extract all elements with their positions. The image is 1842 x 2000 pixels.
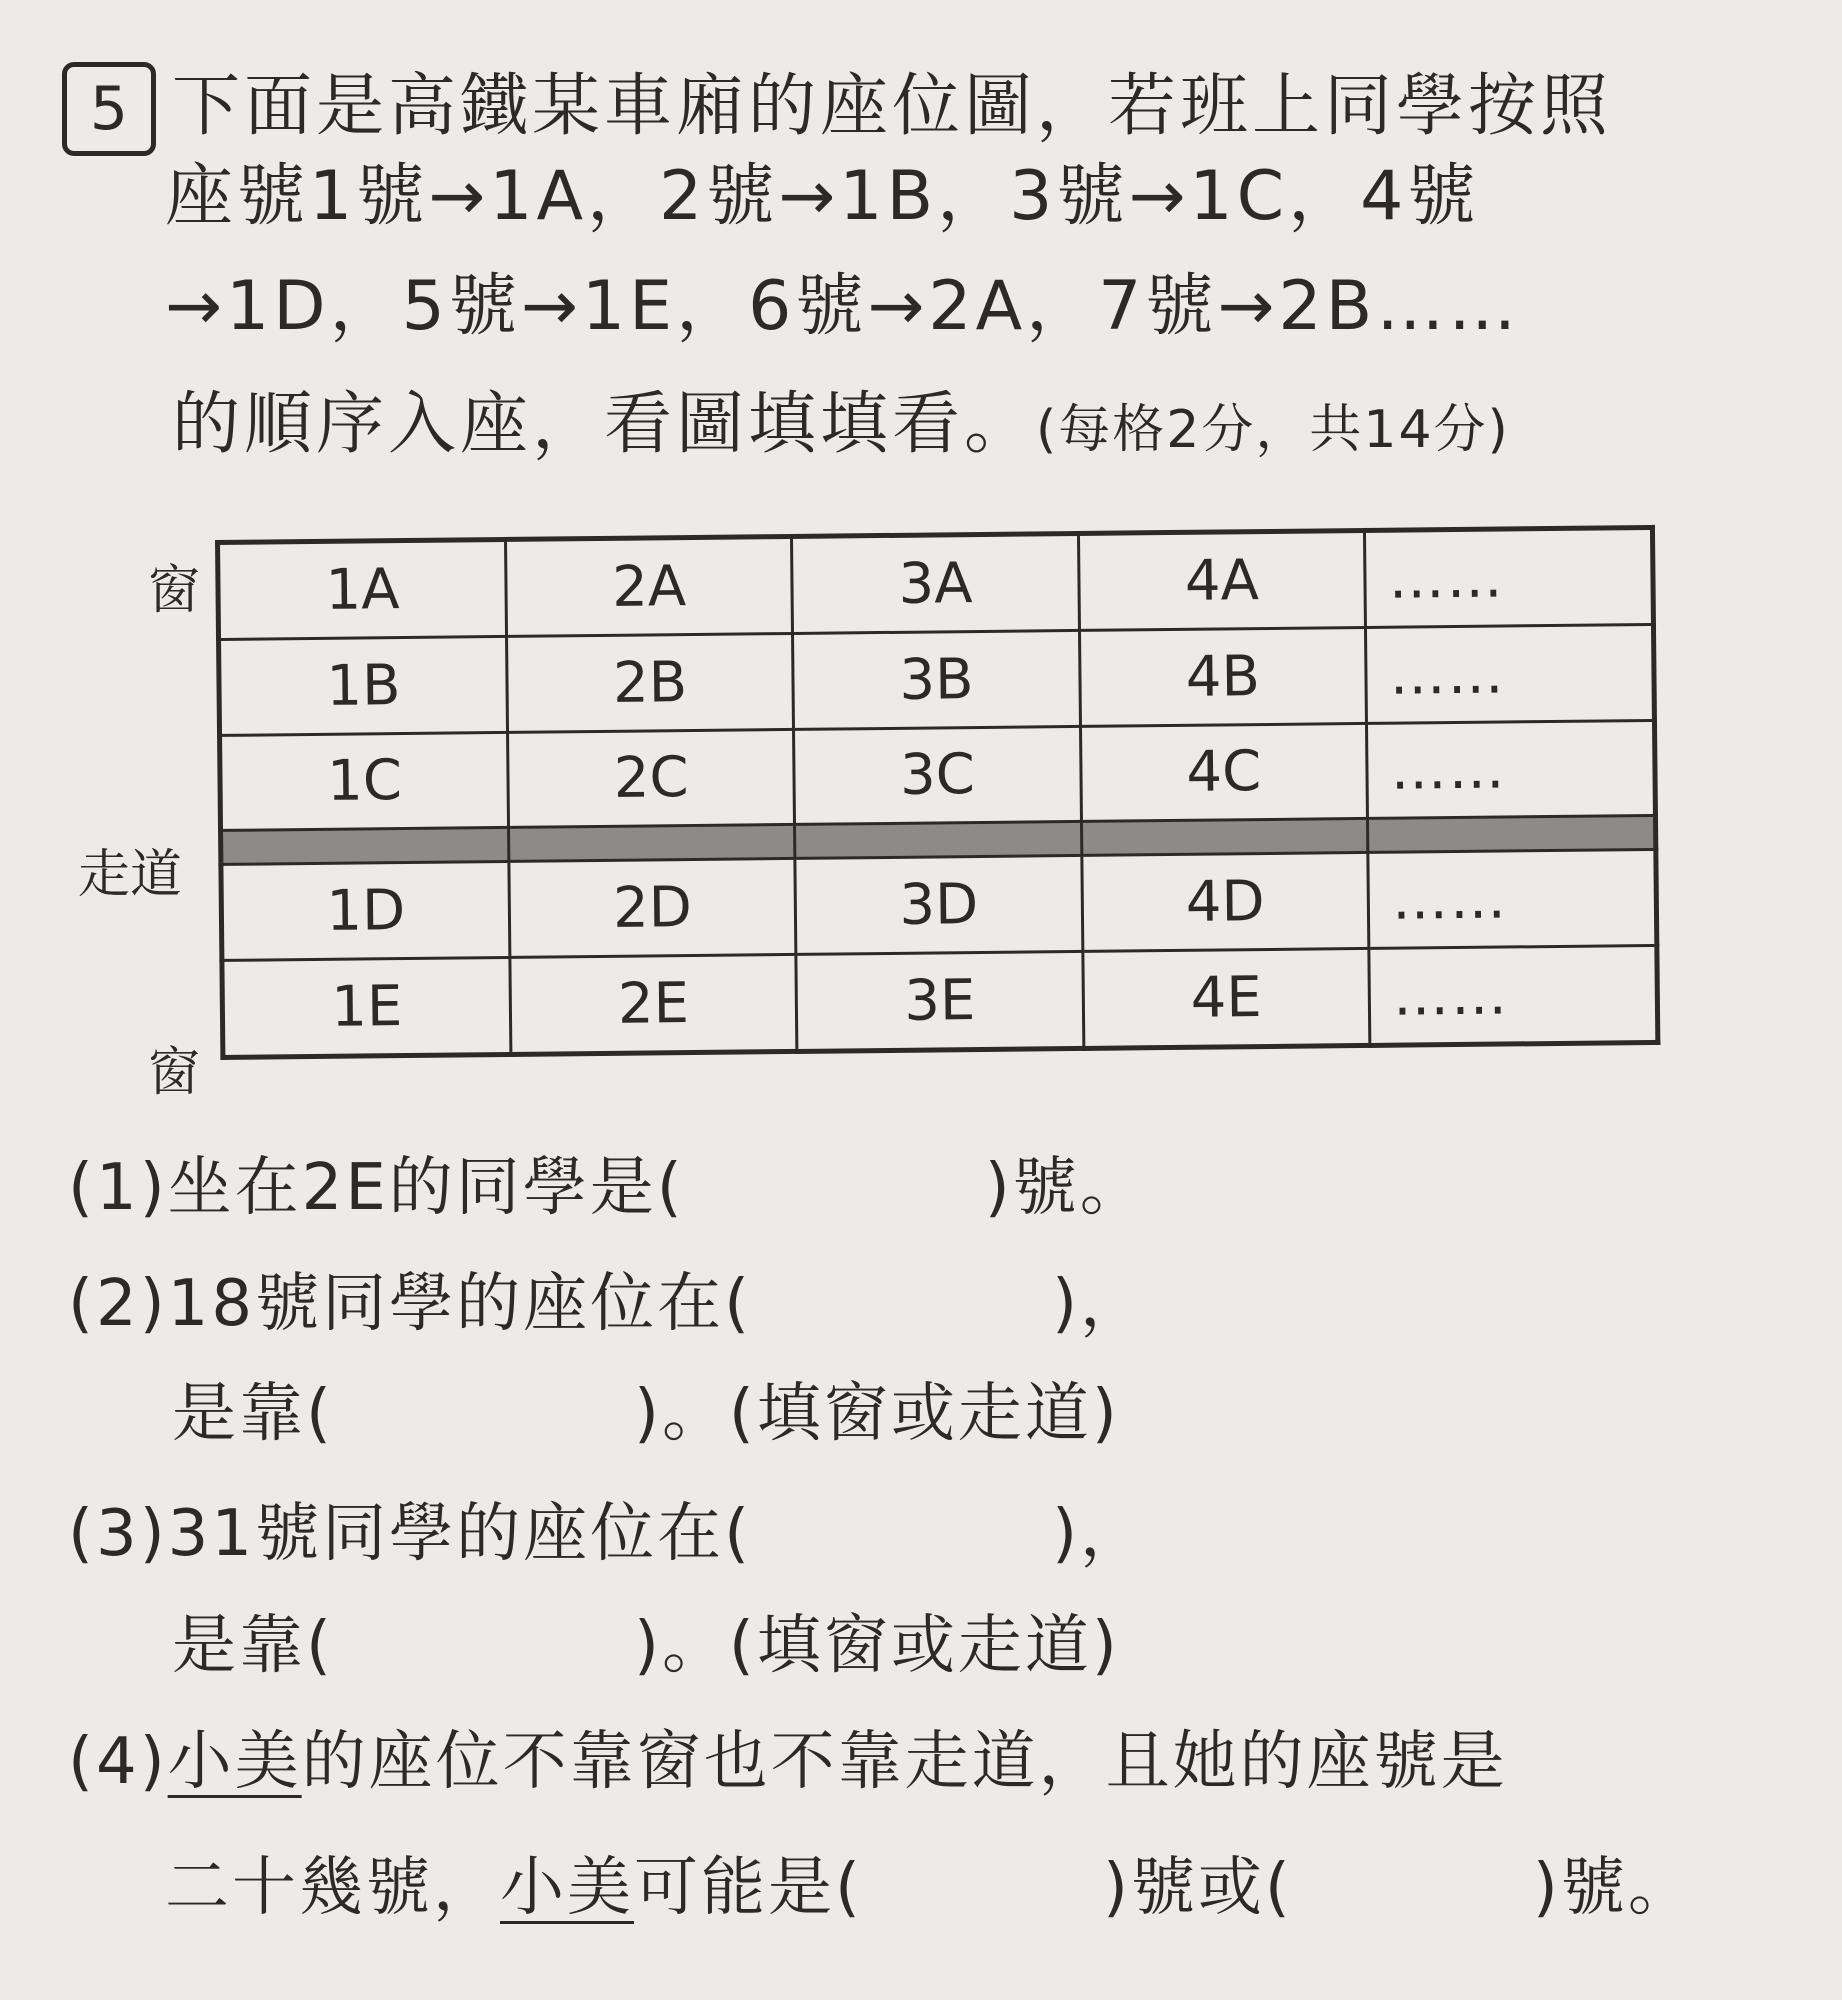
seat-cell-ellipsis: …… <box>1367 720 1656 819</box>
question-text-line-2: 座號1號→1A，2號→1B，3號→1C，4號 <box>165 157 1480 236</box>
seat-cell: 2D <box>509 859 796 958</box>
q2-line2-prefix: 是靠( <box>172 1377 334 1451</box>
q1-prefix: (1)坐在2E的同學是( <box>68 1151 685 1225</box>
sub-question-4 <box>68 1710 1508 1802</box>
score-note: (每格2分，共14分) <box>1036 400 1510 460</box>
q3-line2-prefix: 是靠( <box>172 1609 334 1683</box>
aisle-cell <box>508 825 795 862</box>
seat-cell-ellipsis: …… <box>1365 527 1654 627</box>
q4-name-underlined: 小美 <box>167 1725 302 1799</box>
seat-row-e <box>222 946 1658 1058</box>
q1-suffix: )號。 <box>984 1151 1147 1225</box>
seat-cell: 3D <box>795 856 1082 955</box>
q4-line2-b: 可能是( <box>634 1851 863 1925</box>
sub-question-1 <box>68 1136 1147 1228</box>
window-label-top: 窗 <box>148 561 201 621</box>
q4-line2-d: )號。 <box>1532 1851 1695 1925</box>
aisle-label: 走道 <box>78 845 183 905</box>
seat-cell-ellipsis: …… <box>1369 946 1658 1046</box>
q2-line2-suffix: )。(填窗或走道) <box>633 1377 1120 1451</box>
seat-map-table <box>215 525 1660 1060</box>
seat-cell: 2B <box>506 633 793 732</box>
sub-question-3-line-2 <box>172 1594 1120 1686</box>
q4-line2-c: )號或( <box>1102 1851 1293 1925</box>
window-label-bottom: 窗 <box>148 1043 201 1103</box>
seat-cell: 4A <box>1078 530 1365 630</box>
aisle-cell <box>221 828 509 865</box>
aisle-cell <box>1368 816 1656 853</box>
seat-cell-ellipsis: …… <box>1368 850 1657 949</box>
seat-cell: 3A <box>792 533 1079 633</box>
q2-suffix: )， <box>1052 1267 1148 1341</box>
q3-line2-suffix: )。(填窗或走道) <box>633 1609 1120 1683</box>
q4-label: (4) <box>68 1725 168 1799</box>
question-number-box: 5 <box>62 62 156 156</box>
seat-row-a <box>218 527 1654 639</box>
seat-cell: 3B <box>793 630 1080 729</box>
q4-name-underlined-2: 小美 <box>500 1851 634 1925</box>
instruction-text: 的順序入座，看圖填填看。 <box>172 385 1037 464</box>
question-text-line-4 <box>172 370 1510 467</box>
question-text-line-1: 下面是高鐵某車廂的座位圖，若班上同學按照 <box>172 67 1613 146</box>
seat-cell: 1A <box>218 539 507 639</box>
q3-suffix: )， <box>1052 1497 1148 1571</box>
seat-cell: 1D <box>221 862 510 961</box>
seat-cell: 2C <box>507 729 794 828</box>
sub-question-4-line-2 <box>165 1836 1695 1928</box>
seat-cell: 4E <box>1083 949 1370 1049</box>
sub-question-3 <box>68 1482 1147 1574</box>
sub-question-2 <box>68 1252 1147 1344</box>
q4-line1-rest: 的座位不靠窗也不靠走道，且她的座號是 <box>301 1725 1508 1799</box>
seat-cell: 1B <box>219 636 508 735</box>
aisle-cell <box>795 822 1082 859</box>
q2-prefix: (2)18號同學的座位在( <box>68 1267 753 1341</box>
q4-line2-a: 二十幾號， <box>165 1851 500 1925</box>
seat-cell: 4C <box>1080 723 1367 822</box>
seat-cell: 4B <box>1079 627 1366 726</box>
seat-cell: 2E <box>510 955 797 1055</box>
seat-cell: 1E <box>222 958 511 1058</box>
sub-question-2-line-2 <box>172 1362 1120 1454</box>
seat-cell: 4D <box>1082 853 1369 952</box>
seat-row-d <box>221 850 1657 961</box>
seat-cell: 3C <box>794 726 1081 825</box>
seat-cell: 3E <box>796 952 1083 1052</box>
seat-row-c <box>220 720 1656 831</box>
question-text-line-3: →1D，5號→1E，6號→2A，7號→2B…… <box>165 267 1521 346</box>
q3-prefix: (3)31號同學的座位在( <box>68 1497 753 1571</box>
seat-cell: 2A <box>505 536 792 636</box>
seat-row-b <box>219 624 1655 735</box>
seat-cell-ellipsis: …… <box>1366 624 1655 723</box>
aisle-cell <box>1081 819 1368 856</box>
seat-cell: 1C <box>220 732 509 831</box>
